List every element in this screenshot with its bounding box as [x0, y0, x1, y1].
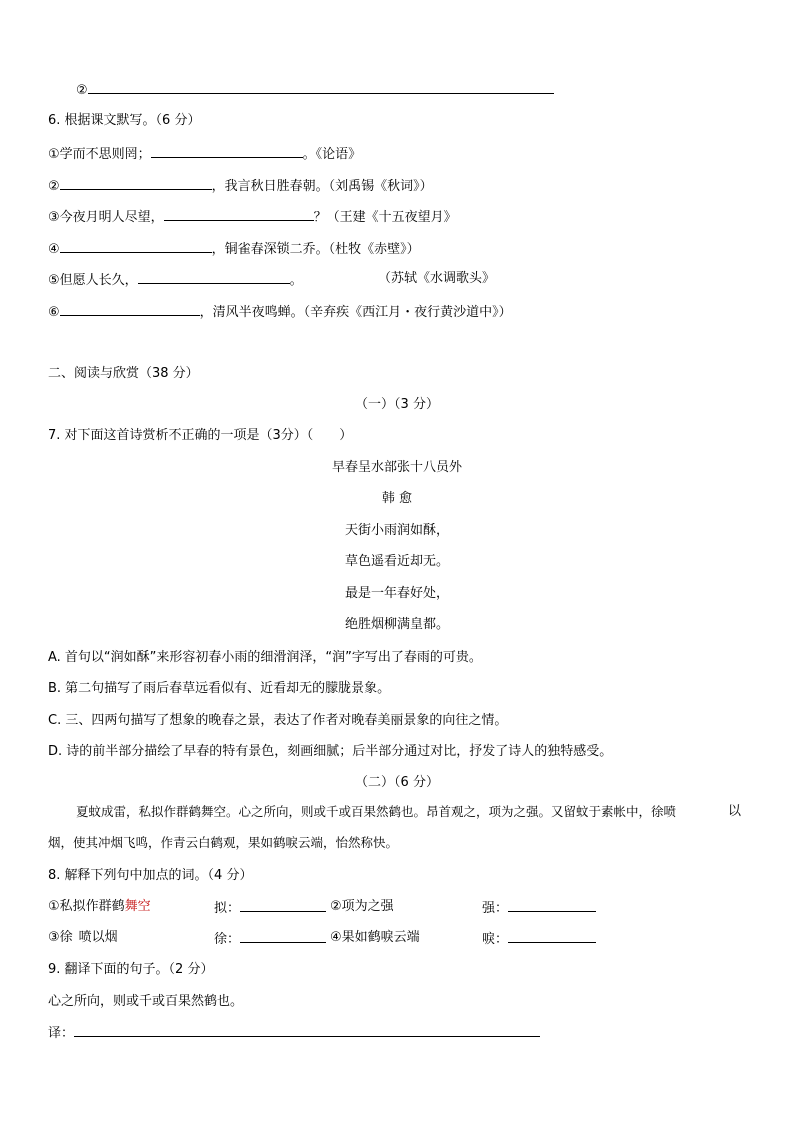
- answer-blank[interactable]: [88, 80, 554, 94]
- q6-line-1-before: ①学而不思则罔；: [48, 147, 151, 162]
- q8-row1-a-blank[interactable]: [240, 898, 326, 912]
- q6-line-3-before: ③今夜月明人尽望，: [48, 210, 164, 225]
- q7-option-a[interactable]: A. 首句以“润如酥”来形容初春小雨的细滑润泽，“润”字写出了春雨的可贵。: [48, 650, 482, 665]
- q9-answer-label: 译：: [48, 1026, 75, 1041]
- q8-row2-a-blank[interactable]: [240, 929, 326, 943]
- q6-line-4: [48, 239, 420, 259]
- q6-line-6-after: ，清风半夜鸣蝉。（辛弃疾《西江月・夜行黄沙道中》）: [199, 305, 512, 320]
- q8-row1-a-label: 拟：: [214, 901, 241, 916]
- q6-line-2-blank[interactable]: [60, 176, 212, 190]
- q6-line-5-blank[interactable]: [138, 270, 290, 284]
- q7-option-b[interactable]: B. 第二句描写了雨后春草远看似有、近看却无的朦胧景象。: [48, 681, 391, 696]
- q8-row1-a-answer: [214, 898, 326, 918]
- q6-line-2-after: ，我言秋日胜春朝。（刘禹锡《秋词》）: [211, 179, 433, 194]
- q8-row1-b: ②项为之强: [330, 899, 394, 914]
- q6-line-2-before: ②: [48, 179, 60, 194]
- poem-author: 韩 愈: [381, 491, 413, 506]
- q6-line-3: [48, 207, 457, 227]
- q8-row1-b-answer: [482, 898, 596, 918]
- q8-row1-a-red: 舞空: [124, 899, 151, 914]
- q8-row1-a-pre: ①私拟: [48, 899, 86, 914]
- q8-row2-a-answer: [214, 929, 326, 949]
- q6-line-4-blank[interactable]: [60, 239, 212, 253]
- q8-row2-b-blank[interactable]: [508, 929, 596, 943]
- q6-line-5: [48, 270, 303, 290]
- q6-line-4-before: ④: [48, 242, 60, 257]
- q6-header: 6. 根据课文默写。（6 分）: [48, 113, 201, 128]
- section2-part2: （二）（6 分）: [355, 775, 439, 790]
- poem-line-2: 草色遥看近却无。: [344, 554, 449, 569]
- q9-answer: [48, 1023, 540, 1043]
- q6-line-1-after: 。《论语》: [302, 147, 362, 162]
- q6-line-5-after: 。: [289, 273, 303, 288]
- q9-header: 9. 翻译下面的句子。（2 分）: [48, 962, 214, 977]
- poem-title: 早春呈水部张十八员外: [331, 460, 462, 475]
- q6-line-6-before: ⑥: [48, 305, 60, 320]
- q9-answer-blank[interactable]: [74, 1023, 540, 1037]
- q8-row1-a-mid: 作群鹤: [85, 899, 125, 914]
- q6-line-3-after: ？（王建《十五夜望月》: [313, 210, 457, 225]
- q6-line-5-before: ⑤但愿人长久，: [48, 273, 138, 288]
- q8-row2-a: [48, 929, 118, 947]
- q6-line-1: [48, 144, 361, 164]
- q6-line-1-blank[interactable]: [151, 144, 303, 158]
- q8-row2-b-label: 唳：: [482, 932, 509, 947]
- q6-line-3-blank[interactable]: [164, 207, 314, 221]
- passage-line-1: 夏蚊成雷，私拟作群鹤舞空。心之所向，则或千或百果然鹤也。昂首观之，项为之强。又留蚊于素帐中，徐喷: [76, 804, 677, 819]
- q6-line-5-source: （苏轼《水调歌头》: [378, 271, 496, 286]
- q8-row2-a-label: 徐：: [214, 932, 241, 947]
- q6-line-4-after: ，铜雀春深锁二乔。（杜牧《赤壁》）: [211, 242, 420, 257]
- q8-header: 8. 解释下列句中加点的词。（4 分）: [48, 868, 253, 883]
- poem-line-4: 绝胜烟柳满皇都。: [344, 617, 449, 632]
- q8-row2-a-text: ③徐: [48, 930, 73, 945]
- section2-part1: （一）（3 分）: [355, 397, 439, 412]
- passage-line-1-end: 以: [728, 804, 742, 819]
- top-answer-line: [76, 80, 554, 100]
- section2-title: 二、阅读与欣赏（38 分）: [48, 366, 199, 381]
- q6-line-6-blank[interactable]: [60, 302, 200, 316]
- q8-row1-b-label: 强：: [482, 901, 509, 916]
- poem-line-1: 天街小雨润如酥，: [344, 523, 449, 538]
- q7-option-d[interactable]: D. 诗的前半部分描绘了早春的特有景色，刻画细腻；后半部分通过对比，抒发了诗人的独特感受。: [48, 744, 613, 759]
- q8-row1-a: [48, 898, 151, 916]
- q9-sentence: 心之所向，则或千或百果然鹤也。: [48, 994, 244, 1009]
- poem-line-3: 最是一年春好处，: [344, 586, 449, 601]
- q6-line-6: [48, 302, 512, 322]
- q7-option-c[interactable]: C. 三、四两句描写了想象的晚春之景，表达了作者对晚春美丽景象的向往之情。: [48, 713, 508, 728]
- q6-line-2: [48, 176, 433, 196]
- passage-line-2: 烟，使其冲烟飞鸣，作青云白鹤观，果如鹤唳云端，怡然称快。: [48, 835, 399, 850]
- q8-row2-b-answer: [482, 929, 596, 949]
- q7-stem: 7. 对下面这首诗赏析不正确的一项是（3分）（ ）: [48, 428, 353, 443]
- q8-row2-b: ④果如鹤唳云端: [330, 930, 420, 945]
- q8-row1-b-blank[interactable]: [508, 898, 596, 912]
- top-line-prefix: ②: [76, 83, 88, 98]
- q8-row2-a-text2: 喷以烟: [78, 930, 118, 945]
